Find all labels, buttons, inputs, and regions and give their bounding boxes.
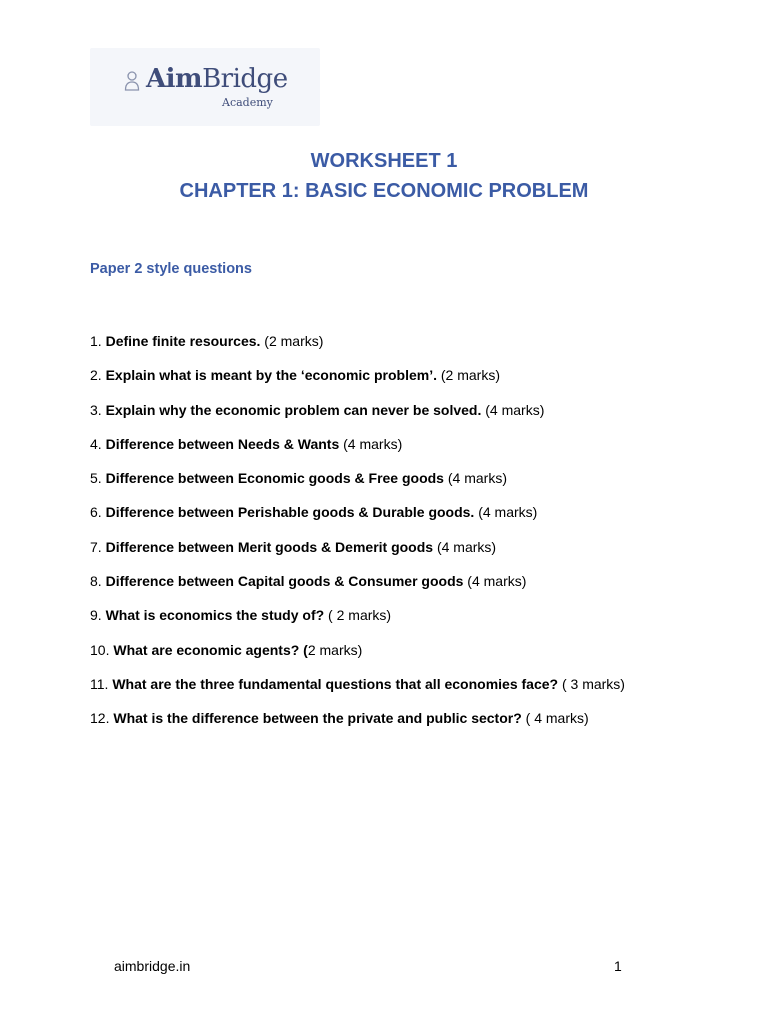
footer-site: aimbridge.in bbox=[114, 958, 191, 974]
question-marks: (2 marks) bbox=[260, 333, 324, 349]
question-list bbox=[90, 332, 625, 744]
logo-name: AimBridge bbox=[146, 64, 288, 94]
person-icon bbox=[124, 70, 140, 92]
question-item bbox=[90, 641, 625, 675]
question-marks: (4 marks) bbox=[474, 504, 538, 521]
question-number: 8. bbox=[90, 573, 106, 590]
question-number: 9. bbox=[90, 607, 106, 624]
question-item bbox=[90, 709, 625, 743]
question-text: What is the difference between the private and public sector? bbox=[113, 710, 522, 727]
logo-subtitle: Academy bbox=[222, 96, 273, 109]
question-text: Difference between Economic goods & Free goods bbox=[105, 470, 444, 487]
question-marks: (4 marks) bbox=[443, 470, 507, 487]
question-text: Difference between Needs & Wants bbox=[105, 435, 340, 452]
logo bbox=[90, 48, 320, 126]
question-item bbox=[90, 572, 625, 606]
question-marks: (4 marks) bbox=[433, 538, 497, 555]
question-item bbox=[90, 332, 625, 366]
question-number: 7. bbox=[90, 538, 106, 555]
question-number: 4. bbox=[90, 435, 106, 452]
question-text: Explain what is meant by the ‘economic problem’. bbox=[105, 367, 437, 384]
chapter-title: CHAPTER 1: BASIC ECONOMIC PROBLEM bbox=[179, 180, 589, 202]
question-item bbox=[90, 675, 625, 709]
question-item bbox=[90, 401, 625, 435]
question-marks: 2 marks) bbox=[307, 641, 363, 658]
question-item bbox=[90, 469, 625, 503]
question-item bbox=[90, 606, 625, 640]
question-text: Define finite resources. bbox=[105, 333, 261, 349]
page-number: 1 bbox=[614, 958, 622, 974]
question-number: 12. bbox=[90, 710, 114, 727]
question-marks: (4 marks) bbox=[481, 401, 545, 418]
question-number: 2. bbox=[90, 367, 106, 384]
question-text: Difference between Perishable goods & Durable goods. bbox=[105, 504, 475, 521]
question-text: What are the three fundamental questions that all economies face? bbox=[112, 675, 559, 692]
question-marks: (4 marks) bbox=[463, 573, 527, 590]
question-number: 5. bbox=[90, 470, 106, 487]
question-text: Difference between Merit goods & Demerit goods bbox=[105, 538, 434, 555]
question-text: Difference between Capital goods & Consumer goods bbox=[105, 573, 464, 590]
question-text: What are economic agents? ( bbox=[113, 641, 308, 658]
question-marks: ( 4 marks) bbox=[521, 710, 589, 727]
question-text: What is economics the study of? bbox=[105, 607, 325, 624]
question-marks: ( 2 marks) bbox=[324, 607, 392, 624]
question-marks: ( 3 marks) bbox=[558, 675, 625, 692]
question-number: 6. bbox=[90, 504, 106, 521]
question-item bbox=[90, 435, 625, 469]
question-item bbox=[90, 503, 625, 537]
question-text: Explain why the economic problem can never be solved. bbox=[105, 401, 482, 418]
question-marks: (2 marks) bbox=[436, 367, 500, 384]
question-number: 11. bbox=[90, 675, 113, 692]
question-marks: (4 marks) bbox=[339, 435, 403, 452]
question-number: 1. bbox=[90, 333, 106, 349]
question-item bbox=[90, 366, 625, 400]
section-title: Paper 2 style questions bbox=[90, 261, 252, 277]
question-number: 3. bbox=[90, 401, 106, 418]
worksheet-title: WORKSHEET 1 bbox=[310, 150, 458, 172]
question-number: 10. bbox=[90, 641, 114, 658]
question-item bbox=[90, 538, 625, 572]
